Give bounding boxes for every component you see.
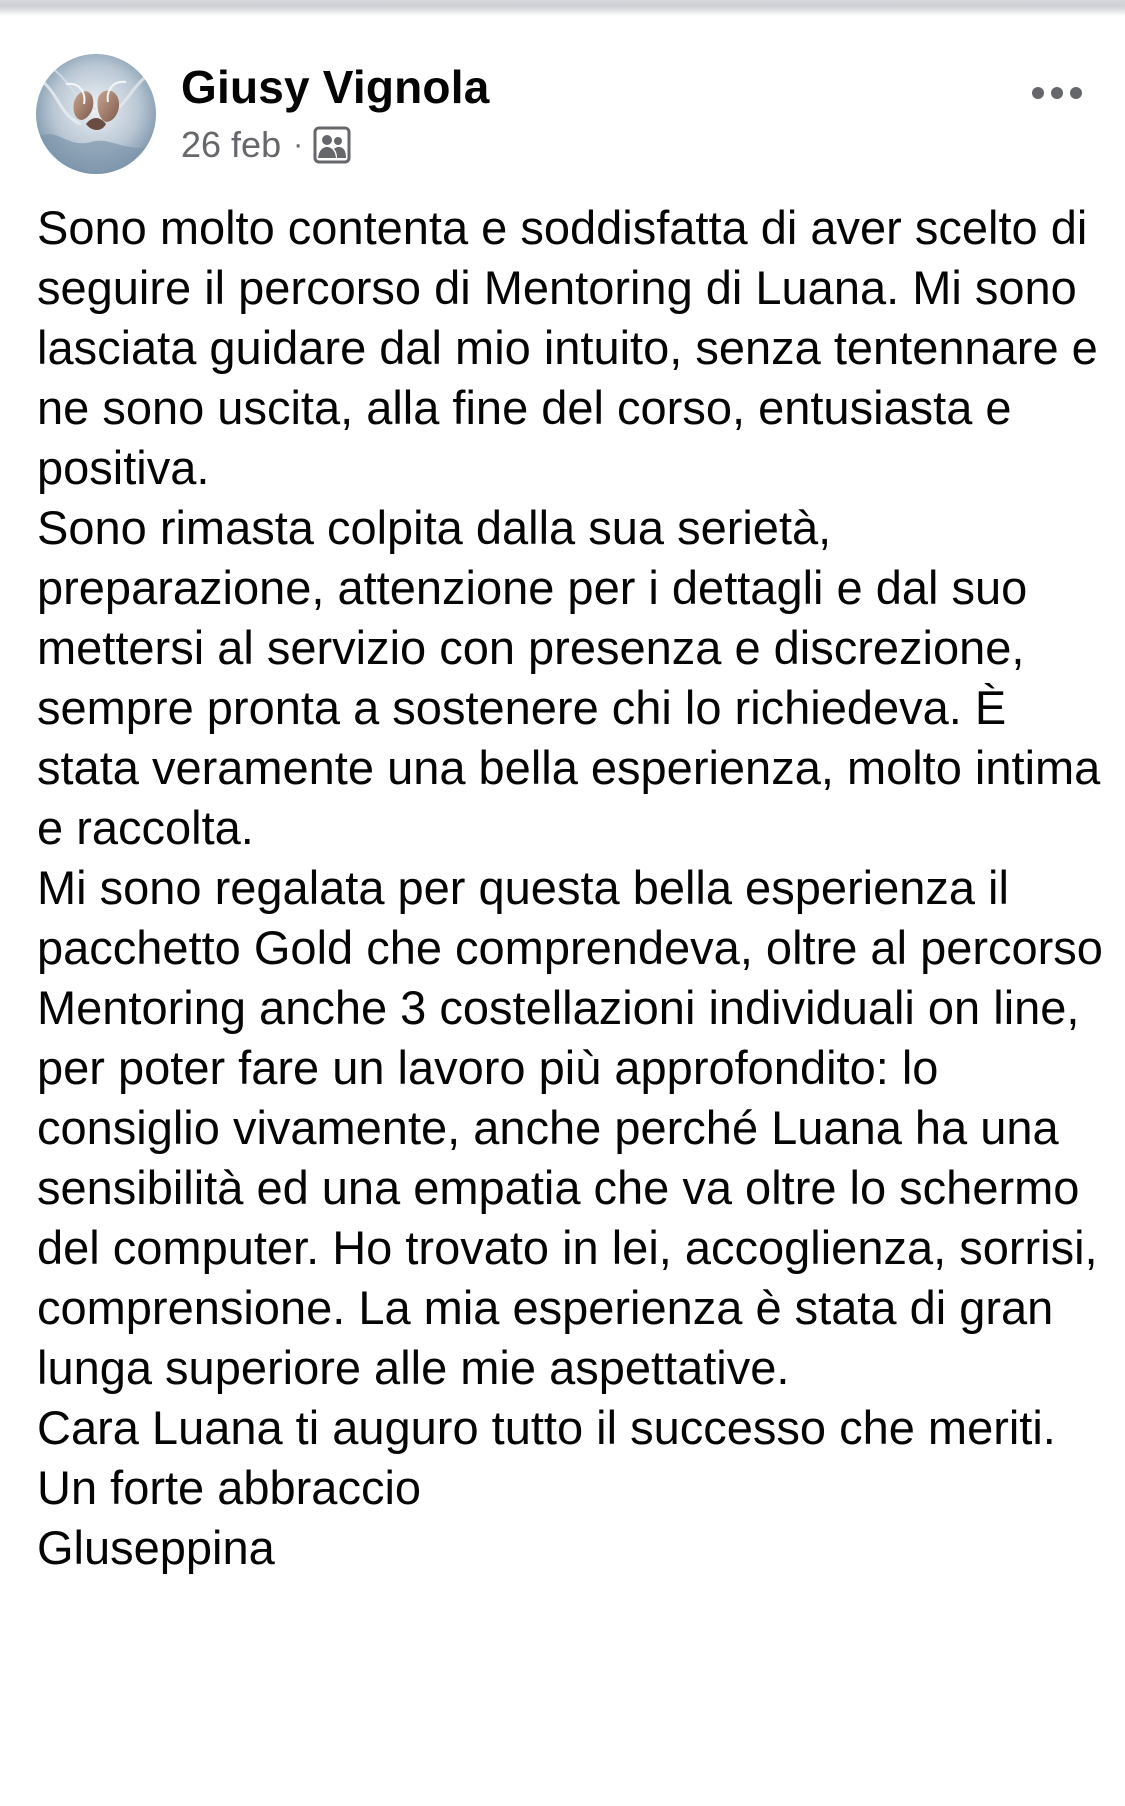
top-divider (0, 0, 1125, 16)
author-avatar[interactable] (36, 54, 156, 174)
avatar-image (36, 54, 156, 174)
more-options-button[interactable] (1027, 78, 1087, 108)
meta-separator: · (293, 128, 304, 161)
author-name[interactable]: Giusy Vignola (181, 61, 490, 113)
facebook-post (0, 16, 1125, 1806)
post-meta (181, 123, 351, 167)
more-horizontal-icon (1031, 86, 1083, 100)
post-text: Sono molto contenta e soddisfatta di aver scelto di seguire il percorso di Mentoring di Luana. Mi sono lasciata guidare dal mio intuito, senza tentennare e ne sono uscita, alla fine del corso, entusiasta e positiva. Sono rimasta colpita dalla sua serietà, preparazione, attenzione per i dettagli e dal suo mettersi al servizio con presenza e discrezione, sempre pronta a sostenere chi lo richiedeva. È stata veramente una bella esperienza, molto intima e raccolta. Mi sono regalata per questa bella esperienza il pacchetto Gold che comprendeva, oltre al percorso Mentoring anche 3 costellazioni individuali on line, per poter fare un lavoro più approfondito: lo consiglio vivamente, anche perché Luana ha una sensibilità ed una empatia che va oltre lo schermo del computer. Ho trovato in lei, accoglienza, sorrisi, comprensione. La mia esperienza è stata di gran lunga superiore alle mie aspettative. Cara Luana ti auguro tutto il successo che meriti. Un forte abbraccio Gluseppina (37, 201, 1103, 1574)
post-date[interactable]: 26 feb (181, 124, 282, 165)
friends-audience-icon[interactable] (313, 126, 351, 164)
